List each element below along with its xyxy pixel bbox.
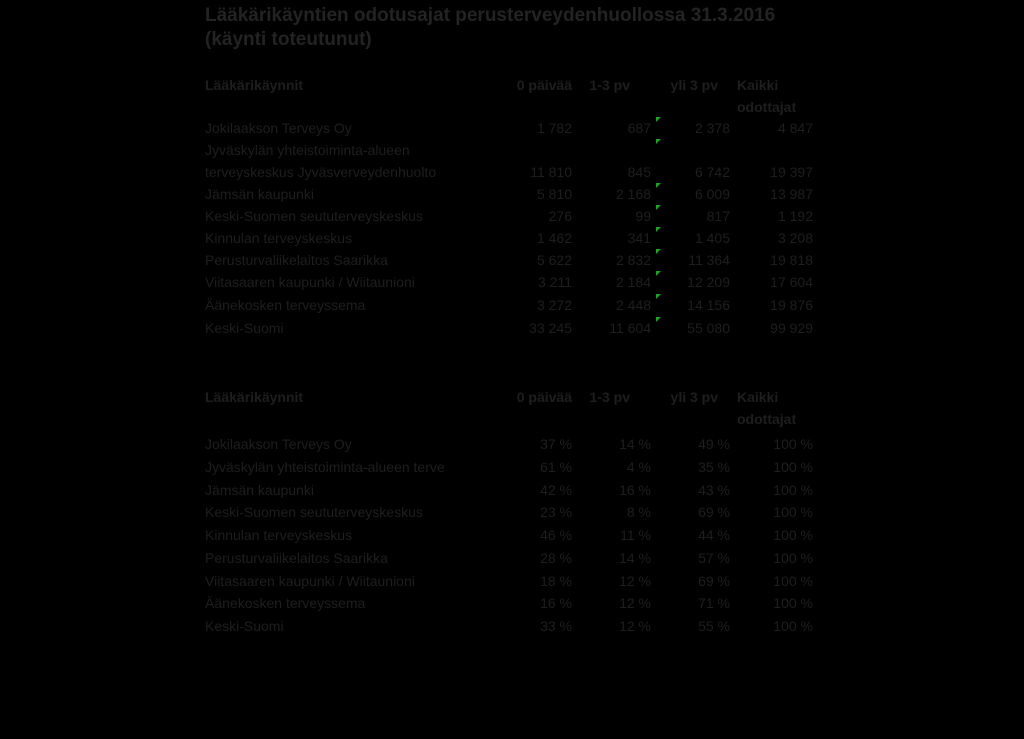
row-name: Perusturvaliikelaitos Saarikka [205,550,388,566]
cell-1-3-days: 99 [635,208,651,224]
header-0-days: 0 päivää [516,77,572,93]
cell-1-3-days: 8 % [626,504,651,520]
row-name: Keski-Suomen seututerveyskeskus [205,208,423,224]
cell-over-3-days: 11 364 [688,252,730,268]
cell-over-3-days: 44 % [698,527,730,543]
header-all-line-2: odottajat [737,411,797,427]
row-name: Keski-Suomen seututerveyskeskus [205,504,423,520]
row-name: Jokilaakson Terveys Oy [205,436,352,452]
cell-over-3-days: 71 % [698,595,730,611]
cell-all: 100 % [773,595,813,611]
cell-1-3-days: 11 % [620,527,651,543]
cell-all: 100 % [773,550,813,566]
error-indicator-icon [656,227,661,232]
cell-over-3-days: 49 % [698,436,730,452]
cell-0-days: 5 622 [536,252,572,268]
cell-all: 1 192 [777,208,813,224]
cell-over-3-days: 6 742 [694,164,730,180]
cell-all: 13 987 [770,186,813,202]
cell-all: 19 818 [770,252,813,268]
cell-1-3-days: 2 184 [615,274,651,290]
cell-1-3-days: 341 [627,230,651,246]
cell-over-3-days: 6 009 [694,186,730,202]
cell-1-3-days: 2 832 [615,252,651,268]
cell-over-3-days: 55 080 [687,320,730,336]
row-name: Jämsän kaupunki [205,186,314,202]
row-name: Äänekosken terveyssema [205,595,366,611]
error-indicator-icon [656,294,661,299]
header-0-days: 0 päivää [516,389,572,405]
title-line-2: (käynti toteutunut) [205,29,372,50]
cell-0-days: 23 % [540,504,572,520]
header-1-3-days: 1-3 pv [589,389,630,405]
cell-1-3-days: 687 [627,120,651,136]
error-indicator-icon [656,183,661,188]
cell-over-3-days: 1 405 [694,230,730,246]
cell-1-3-days: 845 [627,164,651,180]
cell-all: 100 % [773,436,813,452]
cell-1-3-days: 4 % [626,459,651,475]
cell-0-days: 33 % [540,618,572,634]
cell-1-3-days: 16 % [619,482,651,498]
cell-1-3-days: 2 448 [615,297,651,313]
cell-1-3-days: 12 % [619,618,651,634]
error-indicator-icon [656,317,661,322]
cell-0-days: 33 245 [529,320,572,336]
cell-all: 4 847 [777,120,813,136]
document-title [205,4,775,52]
row-name: Kinnulan terveyskeskus [205,230,353,246]
cell-all: 19 397 [770,164,813,180]
cell-all: 19 876 [770,297,813,313]
cell-0-days: 11 810 [530,164,572,180]
error-indicator-icon [656,139,661,144]
cell-over-3-days: 69 % [698,573,730,589]
cell-0-days: 3 211 [538,274,572,290]
cell-0-days: 18 % [540,573,572,589]
header-name: Lääkärikäynnit [205,389,304,405]
cell-0-days: 276 [548,208,572,224]
cell-all: 17 604 [770,274,813,290]
cell-over-3-days: 14 156 [687,297,730,313]
cell-1-3-days: 14 % [619,436,651,452]
cell-0-days: 1 462 [536,230,572,246]
cell-all: 99 929 [770,320,813,336]
header-name: Lääkärikäynnit [205,77,304,93]
row-name: terveyskeskus Jyväsverveydenhuolto [205,164,437,180]
cell-over-3-days: 43 % [698,482,730,498]
cell-all: 100 % [773,504,813,520]
row-name: Kinnulan terveyskeskus [205,527,353,543]
header-over-3-days: yli 3 pv [670,77,718,93]
cell-1-3-days: 12 % [619,573,651,589]
header-1-3-days: 1-3 pv [589,77,630,93]
title-line-1: Lääkärikäyntien odotusajat perusterveydenhuollossa 31.3.2016 [205,5,776,26]
row-name: Keski-Suomi [205,320,284,336]
cell-0-days: 28 % [540,550,572,566]
header-over-3-days: yli 3 pv [670,389,718,405]
error-indicator-icon [656,205,661,210]
cell-0-days: 42 % [540,482,572,498]
cell-0-days: 16 % [540,595,572,611]
cell-all: 100 % [773,618,813,634]
row-name: Jämsän kaupunki [205,482,314,498]
header-all: Kaikki [737,77,779,93]
cell-over-3-days: 57 % [698,550,730,566]
cell-over-3-days: 55 % [698,618,730,634]
row-name: Jyväskylän yhteistoiminta-alueen terve [205,459,445,475]
cell-1-3-days: 14 % [619,550,651,566]
cell-1-3-days: 11 604 [609,320,651,336]
cell-1-3-days: 12 % [619,595,651,611]
error-indicator-icon [656,117,661,122]
cell-0-days: 3 272 [536,297,572,313]
cell-all: 100 % [773,527,813,543]
row-name: Jokilaakson Terveys Oy [205,120,352,136]
cell-over-3-days: 35 % [698,459,730,475]
cell-all: 3 208 [777,230,813,246]
cell-0-days: 1 782 [536,120,572,136]
cell-0-days: 46 % [540,527,572,543]
cell-all: 100 % [773,459,813,475]
cell-over-3-days: 2 378 [694,120,730,136]
cell-over-3-days: 69 % [698,504,730,520]
row-name: Perusturvaliikelaitos Saarikka [205,252,388,268]
header-all: Kaikki [737,389,779,405]
row-name: Keski-Suomi [205,618,284,634]
row-name: Viitasaaren kaupunki / Wiitaunioni [205,274,415,290]
row-name: Viitasaaren kaupunki / Wiitaunioni [205,573,415,589]
row-name: Jyväskylän yhteistoiminta-alueen [205,142,410,158]
row-name: Äänekosken terveyssema [205,297,366,313]
cell-all: 100 % [773,573,813,589]
cell-over-3-days: 817 [706,208,730,224]
cell-0-days: 61 % [540,459,572,475]
cell-1-3-days: 2 168 [615,186,651,202]
cell-0-days: 5 810 [536,186,572,202]
cell-all: 100 % [773,482,813,498]
cell-over-3-days: 12 209 [687,274,730,290]
cell-0-days: 37 % [540,436,572,452]
error-indicator-icon [656,271,661,276]
header-all-line-2: odottajat [737,99,797,115]
error-indicator-icon [656,249,661,254]
